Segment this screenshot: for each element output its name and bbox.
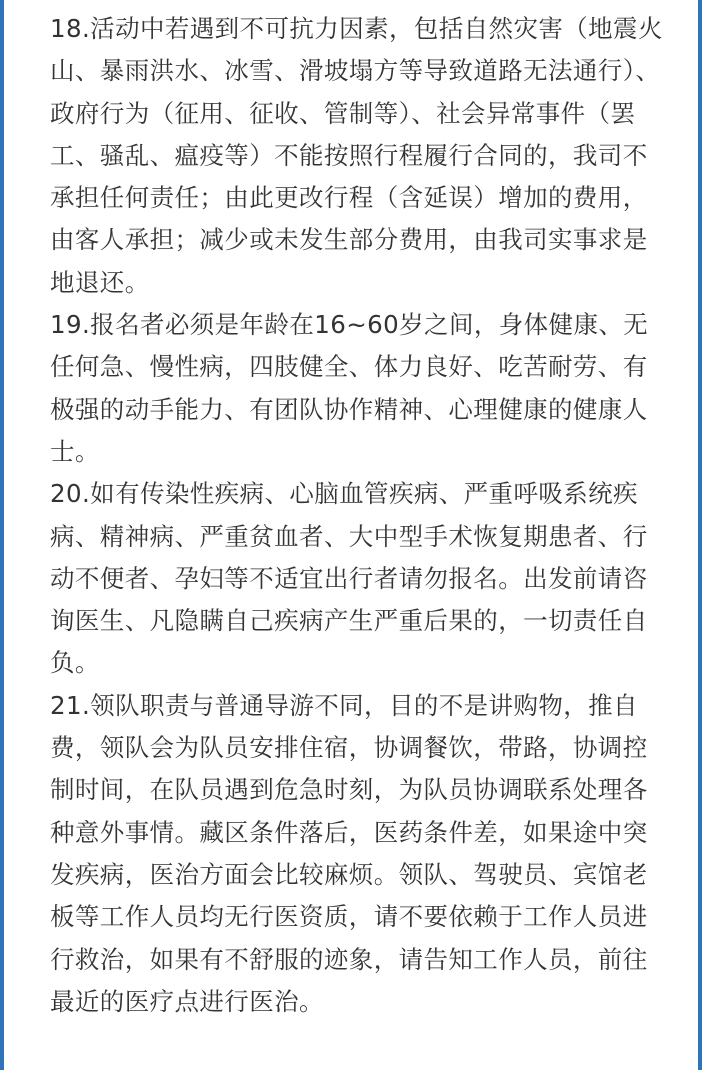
paragraph-item-18: 18.活动中若遇到不可抗力因素，包括自然灾害（地震火山、暴雨洪水、冰雪、滑坡塌方等导致道路无法通行）、政府行为（征用、征收、管制等）、社会异常事件（罢工、骚乱、瘟疫等）不能按照行程履行合同的，我司不承担任何责任；由此更改行程（含延误）增加的费用，由客人承担；减少或未发生部分费用，由我司实事求是地退还。: [50, 14, 663, 297]
paragraph-item-20: 20.如有传染性疾病、心脑血管疾病、严重呼吸系统疾病、精神病、严重贫血者、大中型手术恢复期患者、行动不便者、孕妇等不适宜出行者请勿报名。出发前请咨询医生、凡隐瞒自己疾病产生严重后果的，一切责任自负。: [50, 479, 648, 678]
paragraph-item-19: 19.报名者必须是年龄在16~60岁之间，身体健康、无任何急、慢性病，四肢健全、体力良好、吃苦耐劳、有极强的动手能力、有团队协作精神、心理健康的健康人士。: [50, 310, 649, 466]
paragraph-item-21: 21.领队职责与普通导游不同，目的不是讲购物，推自费，领队会为队员安排住宿，协调餐饮，带路，协调控制时间，在队员遇到危急时刻，为队员协调联系处理各种意外事情。藏区条件落后，医药条件差，如果途中突发疾病，医治方面会比较麻烦。领队、驾驶员、宾馆老板等工作人员均无行医资质，请不要依赖于工作人员进行救治，如果有不舒服的迹象，请告知工作人员，前往最近的医疗点进行医治。: [50, 690, 648, 1016]
document-body: [50, 8, 664, 1023]
